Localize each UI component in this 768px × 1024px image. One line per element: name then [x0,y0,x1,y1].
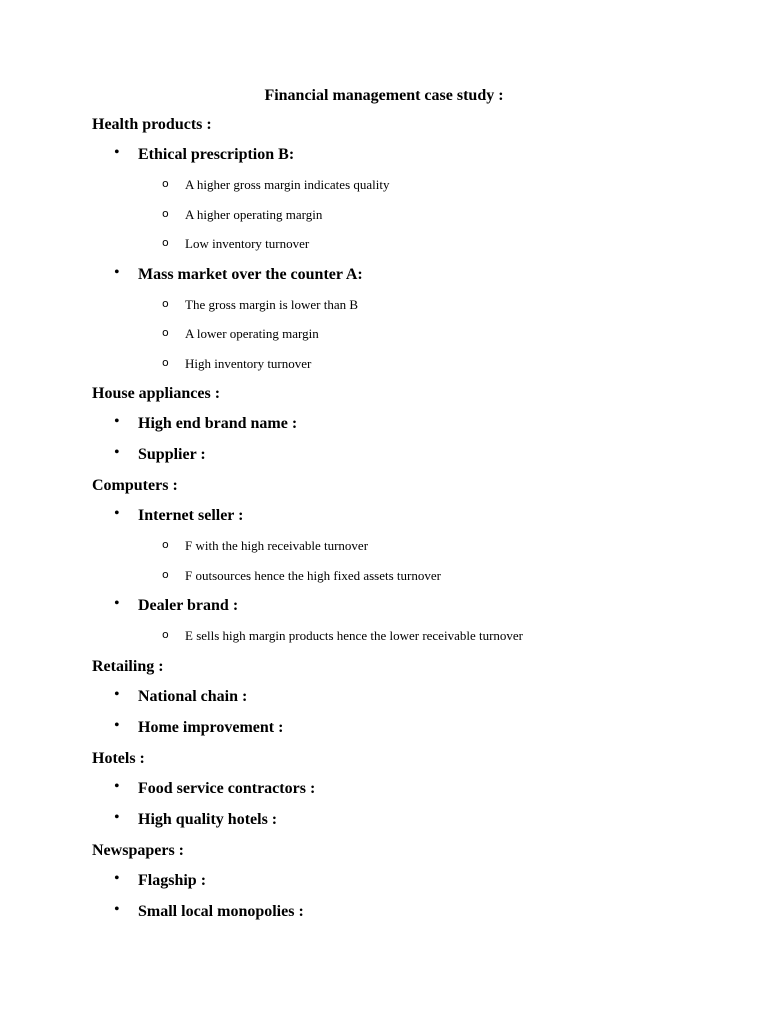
list-item-label: High quality hotels : [138,810,278,828]
bullet-dot-icon: • [114,263,120,281]
bullet-list [92,871,732,922]
list-item-row [92,779,732,799]
bullet-list [92,414,732,465]
list-item [92,687,732,707]
circle-bullet-icon: o [162,355,169,369]
list-item-label: Supplier : [138,446,206,463]
list-item-row [92,506,732,526]
sub-list-item-label: F outsources hence the high fixed assets turnover [185,567,441,583]
section [92,841,732,922]
list-item [92,902,732,922]
circle-bullet-icon: o [162,206,169,220]
list-item-row [92,414,732,434]
bullet-dot-icon: • [114,685,120,703]
bullet-dot-icon: • [114,505,120,522]
list-item [92,810,732,830]
bullet-dot-icon: • [114,444,120,461]
sub-bullet-list [92,296,732,373]
sub-list-item-label: Low inventory turnover [185,236,310,251]
sub-list-item-label: A higher gross margin indicates quality [185,177,390,192]
list-item-row [92,596,732,616]
sub-list-item-label: The gross margin is lower than B [185,296,359,312]
list-item-row [92,445,732,465]
bullet-dot-icon: • [114,144,120,161]
sub-bullet-list [92,537,732,585]
section-heading: Hotels : [92,749,145,767]
bullet-list [92,145,732,373]
bullet-dot-icon: • [114,808,120,826]
list-item-label: Mass market over the counter A: [138,265,363,283]
list-item [92,718,732,738]
list-item-label: Dealer brand : [138,597,239,614]
sub-list-item-label: High inventory turnover [185,355,312,371]
list-item-row [92,265,732,285]
circle-bullet-icon: o [162,628,169,641]
sub-list-item [92,627,732,645]
bullet-list [92,779,732,830]
list-item [92,506,732,585]
sub-list-item [92,567,732,585]
list-item-label: Ethical prescription B: [138,146,295,163]
list-item-row [92,718,732,738]
bullet-dot-icon: • [114,777,120,795]
list-item-label: High end brand name : [138,415,298,432]
list-item-label: Internet seller : [138,507,244,524]
sub-list-item-label: E sells high margin products hence the lower receivable turnover [185,628,524,643]
circle-bullet-icon: o [162,567,169,581]
circle-bullet-icon: o [162,326,169,339]
sub-list-item [92,176,732,194]
bullet-dot-icon: • [114,869,120,887]
sub-list-item [92,355,732,373]
document-body [92,115,732,933]
list-item-label: Small local monopolies : [138,902,304,920]
list-item-label: Flagship : [138,871,207,889]
sub-bullet-list [92,176,732,253]
sub-list-item-label: A higher operating margin [185,206,323,222]
bullet-list [92,687,732,738]
list-item-row [92,810,732,830]
list-item [92,414,732,434]
bullet-dot-icon: • [114,900,120,918]
circle-bullet-icon: o [162,538,169,551]
sub-list-item-label: A lower operating margin [185,326,319,341]
list-item [92,779,732,799]
section [92,749,732,830]
section [92,657,732,738]
list-item [92,596,732,645]
section [92,476,732,645]
bullet-dot-icon: • [114,413,120,430]
list-item-row [92,871,732,891]
section-heading: Health products : [92,116,212,133]
section [92,115,732,373]
circle-bullet-icon: o [162,236,169,249]
sub-list-item [92,296,732,314]
section [92,384,732,465]
bullet-list [92,506,732,645]
list-item-row [92,145,732,165]
sub-list-item [92,537,732,555]
list-item [92,145,732,253]
bullet-dot-icon: • [114,595,120,612]
list-item-row [92,687,732,707]
circle-bullet-icon: o [162,177,169,190]
list-item [92,445,732,465]
bullet-dot-icon: • [114,716,120,734]
sub-list-item-label: F with the high receivable turnover [185,538,369,553]
list-item-label: Food service contractors : [138,779,316,797]
list-item [92,265,732,373]
list-item-label: Home improvement : [138,718,284,736]
section-heading: Computers : [92,477,178,494]
sub-list-item [92,325,732,343]
section-heading: House appliances : [92,385,221,402]
sub-list-item [92,235,732,253]
sub-list-item [92,206,732,224]
list-item [92,871,732,891]
circle-bullet-icon: o [162,296,169,310]
list-item-row [92,902,732,922]
document-title: Financial management case study : [264,87,504,104]
sub-bullet-list [92,627,732,645]
list-item-label: National chain : [138,687,248,705]
section-heading: Newspapers : [92,841,184,859]
section-heading: Retailing : [92,657,164,675]
